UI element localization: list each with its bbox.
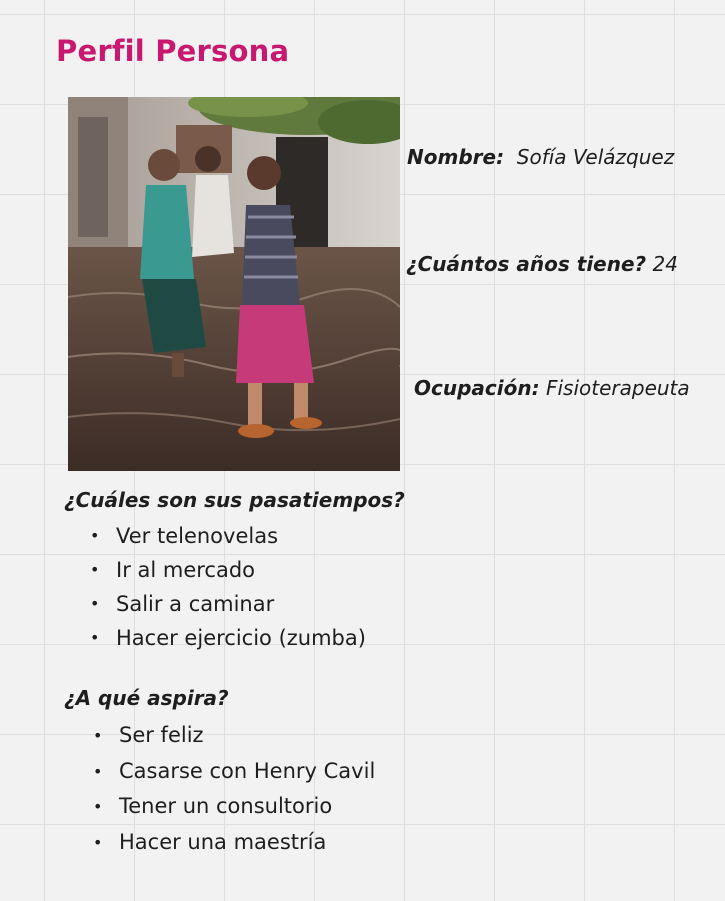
page-title: Perfil Persona bbox=[56, 34, 290, 68]
list-item: • Ver telenovelas bbox=[90, 519, 366, 553]
occupation-field bbox=[414, 376, 690, 400]
age-field bbox=[406, 252, 678, 276]
name-value: Sofía Velázquez bbox=[516, 145, 675, 169]
list-item: • Ir al mercado bbox=[90, 553, 366, 587]
persona-photo-image bbox=[68, 97, 400, 471]
occupation-label: Ocupación: bbox=[414, 376, 540, 400]
persona-photo bbox=[68, 97, 400, 471]
name-field bbox=[407, 145, 674, 169]
age-label: ¿Cuántos años tiene? bbox=[406, 252, 647, 276]
aspirations-question: ¿A qué aspira? bbox=[64, 686, 229, 710]
list-item: • Tener un consultorio bbox=[93, 789, 375, 825]
aspirations-list bbox=[93, 718, 375, 860]
list-item: • Hacer ejercicio (zumba) bbox=[90, 621, 366, 655]
hobbies-list bbox=[90, 519, 366, 655]
hobbies-question: ¿Cuáles son sus pasatiempos? bbox=[64, 488, 405, 512]
age-value: 24 bbox=[652, 252, 678, 276]
list-item: • Casarse con Henry Cavil bbox=[93, 754, 375, 790]
name-label: Nombre: bbox=[407, 145, 505, 169]
list-item: • Ser feliz bbox=[93, 718, 375, 754]
list-item: • Hacer una maestría bbox=[93, 825, 375, 861]
list-item: • Salir a caminar bbox=[90, 587, 366, 621]
occupation-value: Fisioterapeuta bbox=[545, 376, 690, 400]
